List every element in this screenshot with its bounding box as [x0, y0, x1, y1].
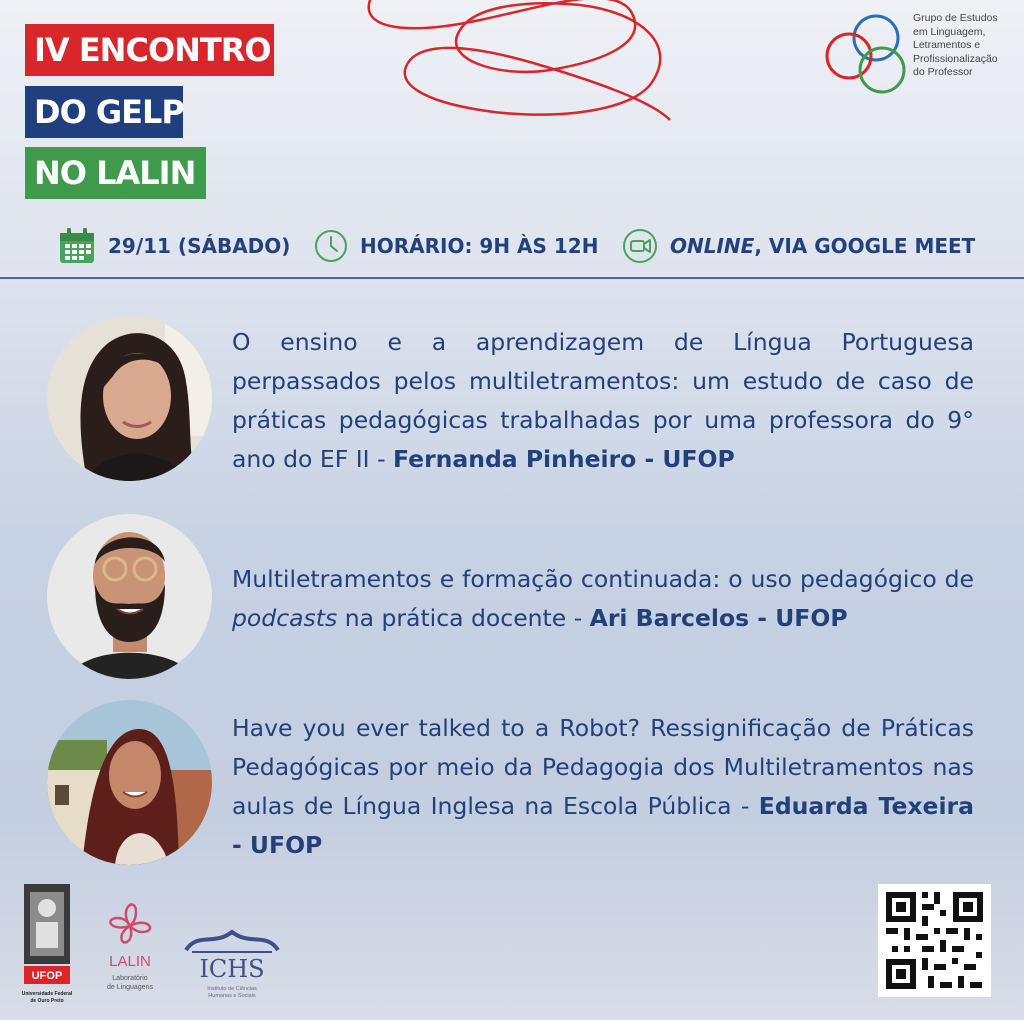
svg-text:de Ouro Preto: de Ouro Preto [30, 998, 64, 1004]
group-name-line: em Linguagem, [913, 25, 986, 38]
gelp-logo [824, 8, 909, 98]
qr-code[interactable] [878, 884, 991, 997]
svg-text:Laboratório: Laboratório [112, 975, 148, 982]
event-time [314, 226, 598, 266]
online-label: ONLINE [670, 234, 755, 258]
ichs-logo [178, 922, 286, 1004]
talk-2-speaker: Ari Barcelos - UFOP [589, 604, 848, 632]
group-name-line: Profissionalização [913, 52, 998, 65]
event-date-text: 29/11 (SÁBADO) [108, 234, 291, 258]
group-name-line: Letramentos e [913, 39, 981, 51]
event-time-text: HORÁRIO: 9H ÀS 12H [360, 234, 599, 258]
decorative-scribble [350, 0, 690, 140]
talk-1-title: O ensino e a aprendizagem de Língua Portuguesa perpassados pelos multiletramentos: um estudo de caso de práticas pedagógicas trabalhadas por uma professora do 9° ano do EF II - [232, 328, 974, 473]
talk-3-speaker: Eduarda Texeira - UFOP [232, 792, 975, 859]
talk-2-title-italic: podcasts [232, 604, 338, 632]
event-date [58, 226, 290, 266]
lalin-label: LALIN [109, 953, 151, 970]
calendar-icon [58, 227, 96, 265]
svg-text:Universidade Federal: Universidade Federal [22, 991, 73, 997]
talk-2-title-after: na prática docente - [337, 604, 590, 632]
video-camera-icon [622, 228, 658, 264]
group-name-line: do Professor [913, 66, 973, 78]
clock-icon [314, 229, 348, 263]
talk-2 [232, 560, 974, 638]
lalin-logo [96, 892, 164, 1000]
svg-text:de Linguagens: de Linguagens [107, 984, 153, 991]
header-divider [0, 277, 1024, 279]
event-location [622, 226, 975, 266]
ichs-label: ICHS [199, 955, 265, 983]
group-name-line: Grupo de Estudos [913, 12, 998, 24]
speaker-photo-eduarda [47, 700, 212, 865]
talk-3-title: Have you ever talked to a Robot? Ressignificação de Práticas Pedagógicas por meio da Pedagogia dos Multiletramentos nas aulas de Língua Inglesa na Escola Pública - [232, 714, 974, 820]
talk-3 [232, 709, 974, 865]
platform-label: , VIA GOOGLE MEET [754, 234, 976, 258]
ufop-label: UFOP [31, 970, 63, 982]
svg-text:Humanas e Sociais: Humanas e Sociais [208, 993, 256, 999]
talk-1 [232, 323, 974, 479]
talk-2-title: Multiletramentos e formação continuada: o uso pedagógico de [232, 565, 974, 593]
svg-text:Instituto de Ciências: Instituto de Ciências [207, 986, 257, 992]
ufop-logo [22, 882, 74, 1010]
speaker-photo-ari [47, 514, 212, 679]
group-name [913, 12, 1023, 80]
talk-1-speaker: Fernanda Pinheiro - UFOP [393, 445, 735, 473]
title-line-1: IV ENCONTRO [25, 24, 274, 76]
speaker-photo-fernanda [47, 316, 212, 481]
title-line-2: DO GELP [25, 86, 183, 138]
title-line-3: NO LALIN [25, 147, 206, 199]
